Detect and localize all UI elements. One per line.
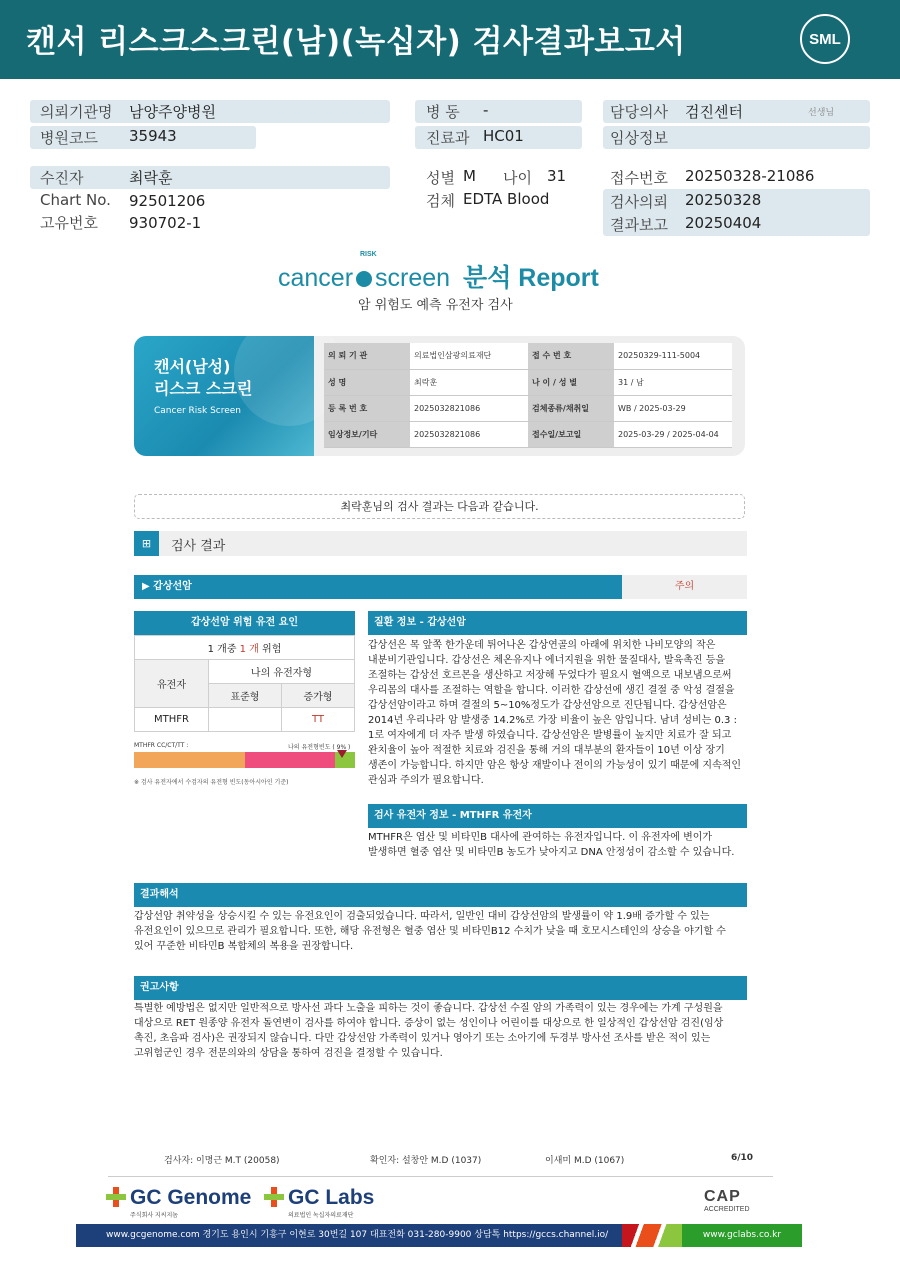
card-key: 접 수 번 호	[528, 343, 614, 369]
gc-cross-icon	[264, 1187, 284, 1207]
card-title	[154, 356, 252, 400]
recommendation-line: 촉진, 초음파 검사)은 권장되지 않습니다. 다만 갑상선암 가족력이 있거나 영아기 또는 소아기에 두경부 방사선 조사를 받은 적이 있는	[134, 1033, 711, 1044]
footer-bar	[76, 1224, 802, 1247]
code-label: 병원코드	[40, 129, 98, 147]
gene-info-line: 발생하면 혈중 엽산 및 비타민B 농도가 낮아지고 DNA 안정성이 감소할 수 있습니다.	[368, 847, 735, 858]
disease-info-line: 생존이 가능합니다. 하지만 암은 항상 재발이나 전이의 가능성이 있기 때문에 지속적인	[368, 760, 742, 771]
card-key: 나 이 / 성 별	[528, 369, 614, 395]
card-subtitle: Cancer Risk Screen	[154, 406, 242, 416]
gc-labs-logo	[264, 1186, 374, 1219]
card-value: 31 / 남	[614, 369, 732, 395]
cancer-status: 주의	[674, 581, 695, 592]
ward-label: 병 동	[426, 103, 460, 121]
freq-note: ※ 검사 유전자에서 수검자의 유전형 빈도(동아시아인 기준)	[134, 779, 289, 786]
brand-cancer: cancer	[278, 264, 354, 292]
increased-header: 증가형	[281, 684, 354, 708]
age-label: 나이	[503, 169, 532, 187]
card-value: 2025032821086	[410, 421, 528, 447]
card-value: 최락훈	[410, 369, 528, 395]
gc-genome-name: GC Genome	[130, 1186, 252, 1209]
uid-label: 고유번호	[40, 214, 98, 232]
gc-labs-sub: 의료법인 녹십자의료재단	[288, 1213, 354, 1219]
dept-label: 진료과	[426, 129, 470, 147]
report-date-value: 20250404	[685, 214, 762, 232]
cap-text: CAP	[704, 1188, 741, 1205]
gc-labs-name: GC Labs	[288, 1186, 375, 1209]
report-header	[0, 0, 900, 79]
card-hero	[134, 336, 314, 456]
risk-count-value: 1 개	[239, 644, 259, 655]
brand-report: 분석 Report	[463, 264, 599, 292]
page-number: 6/10	[731, 1153, 754, 1163]
gene-header: 유전자	[135, 660, 209, 708]
card-title-line1: 캔서(남성)	[154, 357, 231, 376]
disease-info-line: 1로 여자에게 더 자주 발생 하였습니다. 갑상선암은 발병률이 높지만 치료가 잘 되고	[368, 730, 732, 741]
card-key: 검체종류/채취일	[528, 395, 614, 421]
cancer-name: ▶ 갑상선암	[134, 575, 622, 599]
disease-info-line: 관심과 주의가 필요합니다.	[368, 775, 484, 786]
card-value: 2025032821086	[410, 395, 528, 421]
section-title: 검사 결과	[171, 539, 226, 554]
table-row	[324, 395, 732, 421]
name-label: 수진자	[40, 169, 84, 187]
section-header	[134, 531, 747, 556]
increased-value: TT	[281, 708, 354, 732]
brand-dot-icon	[356, 271, 372, 287]
disease-info-line: 조절하는 갑상선 호르몬을 생산하고 저장해 두었다가 필요시 혈액으로 내보냄으로써	[368, 670, 732, 681]
card-key: 의 뢰 기 관	[324, 343, 410, 369]
dept-value: HC01	[483, 127, 524, 145]
footer-address: www.gcgenome.com 경기도 용인시 기흥구 이현로 30번길 107 대표전화 031-280-9900 상담톡 https://gccs.channel.io/	[76, 1224, 622, 1247]
report-title: 캔서 리스크스크린(남)(녹십자) 검사결과보고서	[26, 24, 686, 60]
risk-tag: RISK	[360, 251, 377, 258]
sex-value: M	[463, 167, 476, 185]
cancer-bar	[134, 575, 747, 599]
chart-value: 92501206	[129, 192, 206, 210]
gene-info-text	[368, 830, 747, 860]
name-value: 최락훈	[129, 169, 173, 187]
ward-value: -	[483, 101, 489, 119]
confirmer-signature: 확인자: 설창안 M.D (1037)	[370, 1156, 482, 1166]
disease-info-title: 질환 정보 - 갑상선암	[368, 611, 747, 635]
confirmer2-signature: 이새미 M.D (1067)	[545, 1156, 625, 1166]
receipt-label: 접수번호	[610, 169, 668, 187]
gc-cross-icon	[106, 1187, 126, 1207]
card-value: 20250329-111-5004	[614, 343, 732, 369]
specimen-label: 검체	[426, 192, 455, 210]
hospital-value: 남양주양병원	[129, 103, 216, 121]
table-row	[324, 421, 732, 447]
tester-signature: 검사자: 이명근 M.T (20058)	[164, 1156, 280, 1166]
doctor-label: 담당의사	[610, 103, 668, 121]
card-value: WB / 2025-03-29	[614, 395, 732, 421]
interpretation-line: 갑상선암 취약성을 상승시킬 수 있는 유전요인이 검출되었습니다. 따라서, 일반인 대비 갑상선암의 발생률이 약 1.9배 증가할 수 있는	[134, 911, 710, 922]
cap-logo	[704, 1188, 750, 1213]
doctor-suffix: 선생님	[808, 108, 835, 118]
gc-genome-logo	[106, 1186, 251, 1219]
name-row-bg	[30, 166, 390, 189]
card-title-line2: 리스크 스크린	[154, 379, 253, 398]
risk-count-suffix: 위험	[258, 644, 282, 655]
gene-info-title: 검사 유전자 정보 - MTHFR 유전자	[368, 804, 747, 828]
freq-bar-left-label: MTHFR CC/CT/TT :	[134, 742, 189, 749]
specimen-value: EDTA Blood	[463, 190, 550, 208]
risk-count	[135, 636, 355, 660]
interpretation-line: 있어 꾸준한 비타민B 복합체의 복용을 권장합니다.	[134, 941, 354, 952]
normal-value	[209, 708, 282, 732]
table-row	[135, 636, 355, 660]
footer-divider	[108, 1176, 773, 1177]
disease-info-line: 완치율이 높아 적절한 치료와 검진을 통해 거의 대부분의 환자들이 10년 이상 장기	[368, 745, 725, 756]
table-row	[135, 660, 355, 684]
disease-info-text	[368, 638, 747, 788]
sex-label: 성별	[426, 169, 455, 187]
age-value: 31	[547, 167, 567, 185]
recommendation-line: 특별한 예방법은 없지만 일반적으로 방사선 과다 노출을 피하는 것이 좋습니다. 갑상선 수질 암의 가족력이 있는 경우에는 가계 구성원을	[134, 1003, 723, 1014]
interpretation-title: 결과해석	[134, 883, 747, 907]
clinical-label: 임상정보	[610, 129, 668, 147]
freq-bar-right-label: 나의 유전형빈도 ( 9% )	[288, 744, 351, 751]
table-row	[324, 343, 732, 369]
genotype-frequency-bar	[134, 752, 355, 768]
folder-plus-icon: ⊞	[134, 531, 159, 556]
cancer-screen-logo	[278, 251, 608, 292]
freq-segment	[245, 752, 336, 768]
brand-subtitle: 암 위험도 예측 유전자 검사	[358, 298, 513, 313]
card-key: 성 명	[324, 369, 410, 395]
recommendation-line: 고위험군인 경우 전문의와의 상담을 통하여 검진을 결정할 수 있습니다.	[134, 1048, 443, 1059]
table-row	[324, 369, 732, 395]
disease-info-line: 갑상선은 목 앞쪽 한가운데 튀어나온 갑상연골의 아래에 위치한 나비모양의 작은	[368, 640, 716, 651]
code-value: 35943	[129, 127, 177, 145]
result-summary: 최락훈님의 검사 결과는 다음과 같습니다.	[134, 494, 745, 519]
request-label: 검사의뢰	[610, 193, 668, 211]
cap-sub: ACCREDITED	[704, 1206, 750, 1213]
footer-site: www.gclabs.co.kr	[682, 1224, 802, 1247]
recommendation-title: 권고사항	[134, 976, 747, 1000]
my-genotype-marker-icon	[337, 750, 347, 758]
patient-card	[134, 336, 745, 456]
report-date-label: 결과보고	[610, 216, 668, 234]
interpretation-text	[134, 909, 747, 954]
interpretation-line: 유전요인이 있으므로 관리가 필요합니다. 또한, 해당 유전형은 혈중 엽산 및 비타민B12 수치가 낮을 때 호모시스테인의 상승을 야기할 수	[134, 926, 726, 937]
disease-info-line: 우리몸의 대사를 조절하는 역할을 합니다. 이러한 갑상선에 생긴 결절 중 악성 결절을	[368, 685, 735, 696]
recommendation-line: 대상으로 RET 원종양 유전자 돌연변이 검사를 하여야 합니다. 증상이 없는 성인이나 어린이를 대상으로 한 일상적인 갑상선암 검진(임상	[134, 1018, 724, 1029]
card-table	[324, 343, 732, 448]
table-row	[135, 708, 355, 732]
card-key: 접수일/보고일	[528, 421, 614, 447]
chart-label: Chart No.	[40, 191, 111, 209]
sml-logo: SML	[800, 14, 850, 64]
brand-screen: screen	[375, 264, 451, 292]
receipt-value: 20250328-21086	[685, 167, 815, 185]
uid-value: 930702-1	[129, 214, 202, 232]
gc-genome-sub: 주식회사 지씨지놈	[130, 1213, 179, 1219]
normal-header: 표준형	[209, 684, 282, 708]
risk-table-title: 갑상선암 위험 유전 요인	[134, 611, 355, 635]
gene-info-line: MTHFR은 엽산 및 비타민B 대사에 관여하는 유전자입니다. 이 유전자에 변이가	[368, 832, 713, 843]
disease-info-line: 내분비기관입니다. 갑상선은 체온유지나 에너지원을 위한 물질대사, 발육촉진 등을	[368, 655, 726, 666]
hospital-label: 의뢰기관명	[40, 103, 113, 121]
freq-segment	[134, 752, 245, 768]
card-value: 2025-03-29 / 2025-04-04	[614, 421, 732, 447]
footer-stripes	[622, 1224, 682, 1247]
gene-name: MTHFR	[135, 708, 209, 732]
risk-table	[134, 635, 355, 732]
my-genotype-header: 나의 유전자형	[209, 660, 355, 684]
request-value: 20250328	[685, 191, 762, 209]
disease-info-line: 2014년 우리나라 암 발생중 14.2%로 가장 비율이 높은 암입니다. 남녀 성비는 0.3 :	[368, 715, 737, 726]
risk-count-prefix: 1 개중	[207, 644, 240, 655]
disease-info-line: 갑상선암이라고 하며 결절의 5~10%정도가 갑상선암으로 진단됩니다. 갑상선암은	[368, 700, 727, 711]
doctor-value: 검진센터	[685, 103, 743, 121]
card-value: 의료법인삼광의료재단	[410, 343, 528, 369]
recommendation-text	[134, 1001, 747, 1061]
card-key: 등 록 번 호	[324, 395, 410, 421]
card-key: 임상정보/기타	[324, 421, 410, 447]
